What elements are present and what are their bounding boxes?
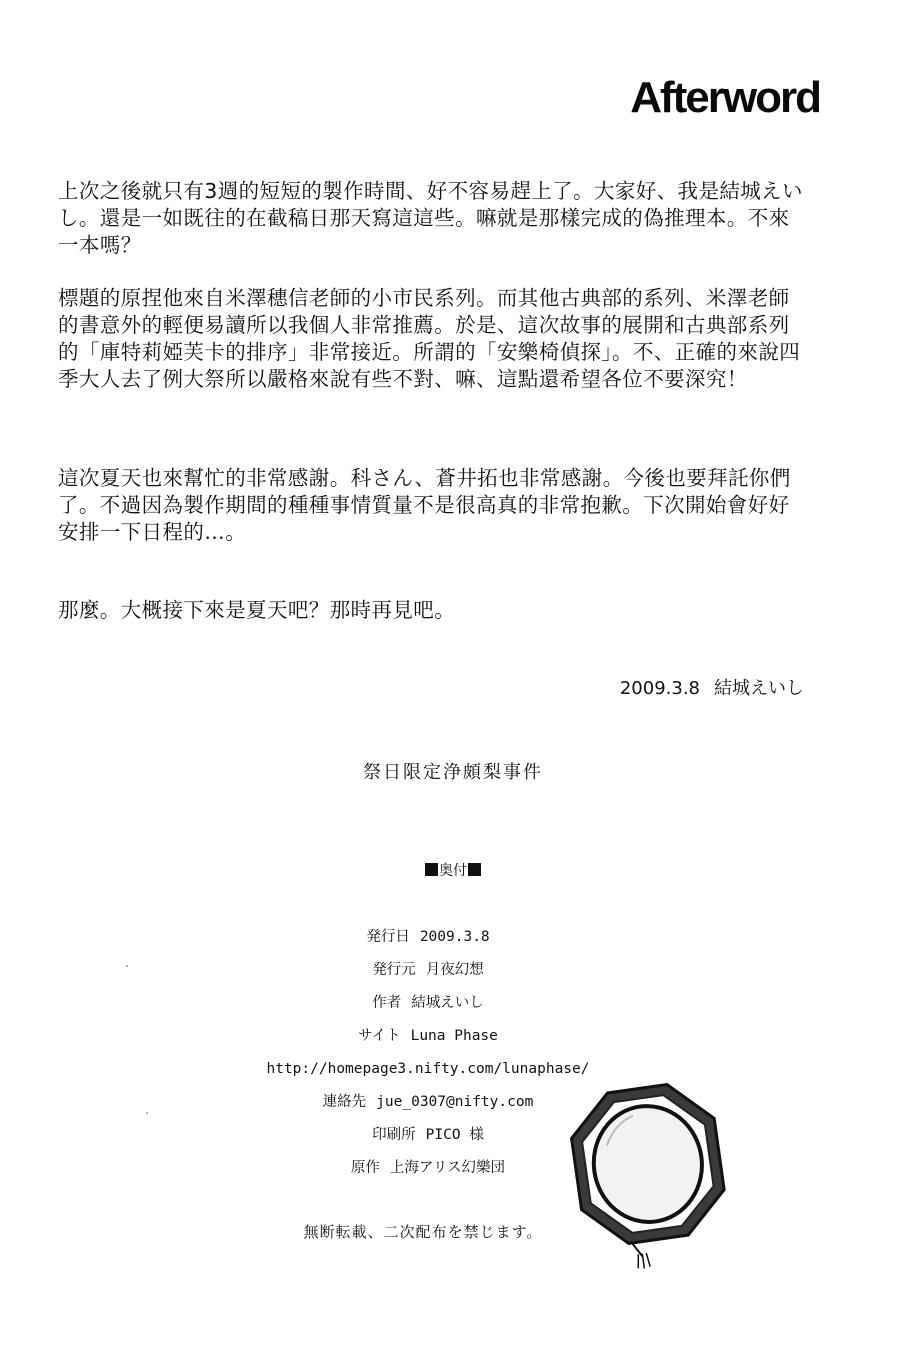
signature [620, 674, 804, 700]
page-title: Afterword [630, 73, 820, 122]
black-square-icon [425, 863, 438, 876]
colophon-key: 連絡先 [322, 1094, 367, 1110]
copyright-notice: 無断転載、二次配布を禁じます。 [303, 1223, 543, 1241]
afterword-paragraph: 標題的原捏他來自米澤穗信老師的小市民系列。而其他古典部的系列、米澤老師的書意外的輕便易讀所以我個人非常推薦。於是、這次故事的展開和古典部系列的「庫特莉婭芙卡的排序」非常接近。所謂的「安樂椅偵探」。不、正確的來說四季大人去了例大祭所以嚴格來說有些不對、嘛、這點還希望各位不要深究！ [58, 286, 801, 391]
colophon-value: 2009.3.8 [419, 929, 490, 945]
colophon-key: 作者 [372, 995, 402, 1011]
colophon-key: サイト [358, 1028, 401, 1044]
afterword-paragraph: 這次夏天也來幫忙的非常感謝。科さん、蒼井拓也非常感謝。今後也要拜託你們了。不過因為製作期間的種種事情質量不是很高真的非常抱歉。下次開始會好好安排一下日程的…。 [58, 466, 791, 544]
black-square-icon [468, 863, 481, 876]
signature-date: 2009.3.8 [619, 678, 700, 699]
colophon-entry [0, 1025, 856, 1058]
colophon-value: Luna Phase [410, 1028, 498, 1044]
site-url: http://homepage3.nifty.com/lunaphase/ [266, 1061, 590, 1077]
colophon-entry [0, 992, 856, 1025]
contact-email: jue_0307@nifty.com [376, 1094, 534, 1110]
colophon-value: PICO 様 [425, 1127, 484, 1143]
colophon-key: 発行元 [372, 962, 416, 978]
afterword-paragraph: 那麼。大概接下來是夏天吧？那時再見吧。 [58, 598, 456, 622]
colophon-value: 月夜幻想 [425, 962, 484, 978]
colophon-entry [0, 959, 856, 992]
book-title: 祭日限定浄頗梨事件 [363, 762, 543, 783]
signature-author: 結城えいし [714, 678, 804, 699]
colophon-key: 原作 [350, 1160, 380, 1176]
colophon-key: 印刷所 [372, 1127, 416, 1143]
mirror-tassel [636, 1253, 650, 1270]
colophon-entry [0, 926, 856, 959]
colophon-heading-label: 奥付 [439, 863, 467, 879]
colophon-heading [0, 860, 906, 880]
paper-speck [146, 1112, 148, 1114]
octagonal-mirror-illustration [560, 1080, 740, 1270]
afterword-paragraph: 上次之後就只有3週的短短的製作時間、好不容易趕上了。大家好、我是結城えいし。還是一如既往的在截稿日那天寫這這些。嘛就是那樣完成的偽推理本。不來一本嗎？ [58, 179, 803, 257]
colophon-key: 発行日 [366, 929, 410, 945]
colophon-value: 上海アリス幻樂団 [389, 1160, 506, 1176]
colophon-value: 結城えいし [411, 995, 484, 1011]
paper-speck [126, 965, 128, 967]
